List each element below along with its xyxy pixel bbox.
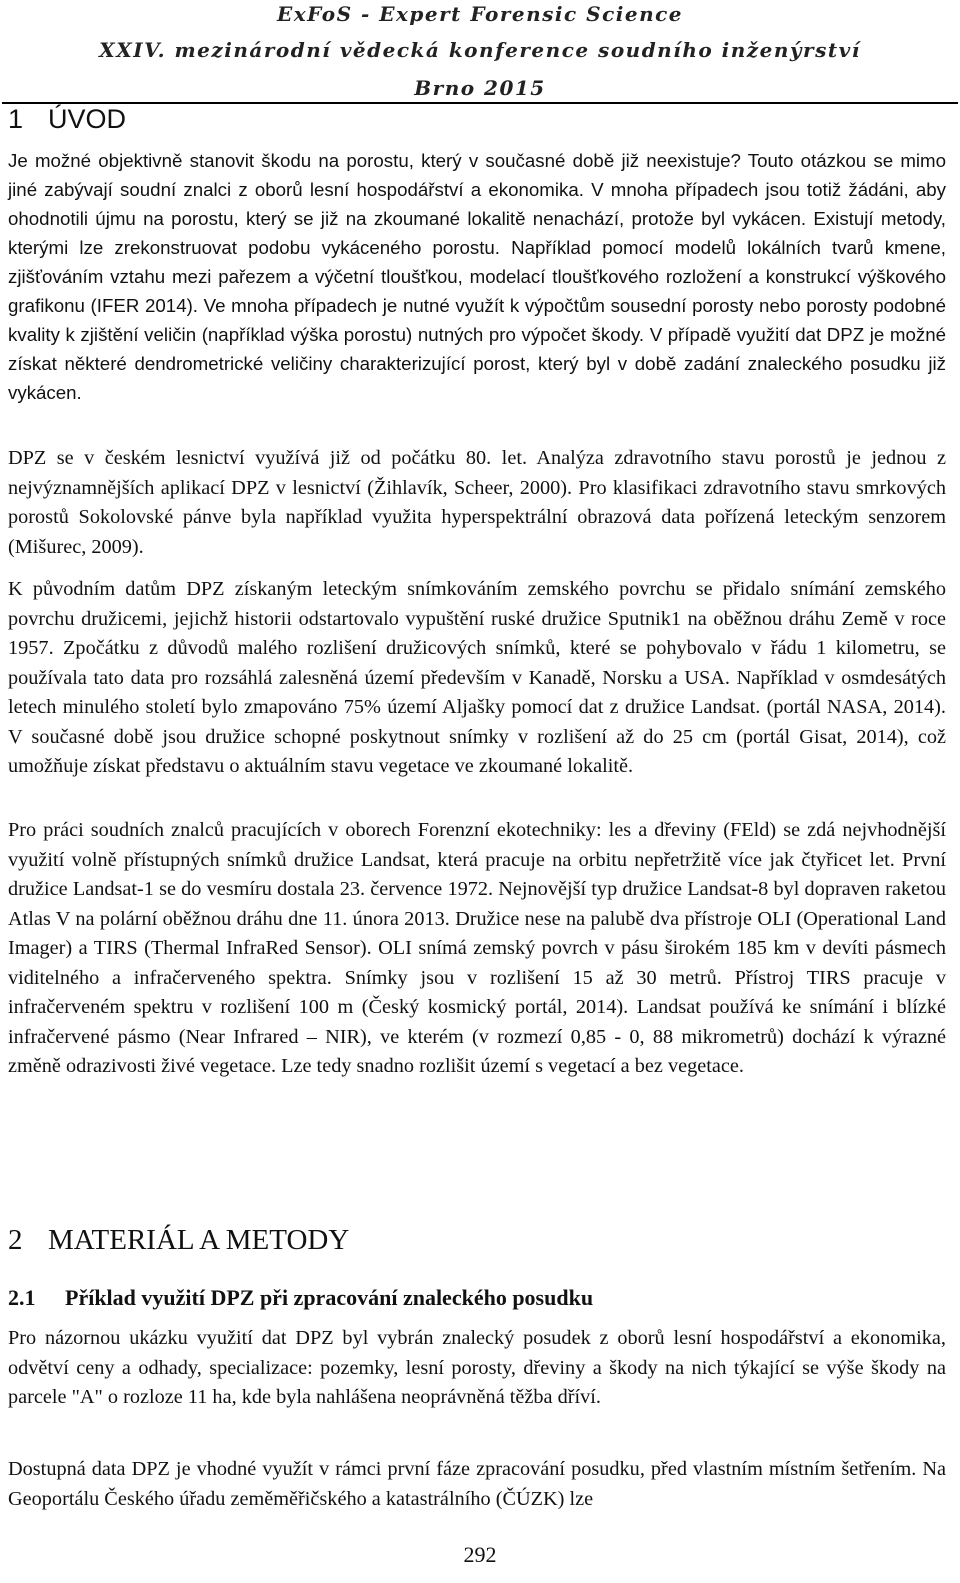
section-2-number: 2 [8, 1224, 23, 1256]
methods-paragraph-1: Pro názornou ukázku využití dat DPZ byl vybrán znalecký posudek z oborů lesní hospodářství a ekonomika, odvětví ceny a odhady, specializace: pozemky, lesní porosty, dřeviny a škody na nich týkající se výše škody na parcele "A" o rozloze 11 ha, kde byla nahlášena neoprávněná těžba dříví. [8, 1327, 946, 1408]
subsection-2-1-heading [8, 1285, 593, 1311]
header-conference-title: XXIV. mezinárodní vědecká konference soudního inženýrství [99, 38, 861, 62]
header-journal-title: ExFoS - Expert Forensic Science [276, 2, 684, 26]
section-1-heading [8, 104, 126, 135]
intro-paragraph-4: Pro práci soudních znalců pracujících v oborech Forenzní ekotechniky: les a dřeviny (FEld) se zdá nejvhodnější využití volně přístupných snímků družice Landsat, která pracuje na orbitu nepřetržitě více jak čtyřicet let. První družice Landsat-1 se do vesmíru dostala 23. července 1972. Nejnovější typ družice Landsat-8 byl dopraven raketou Atlas V na polární oběžnou dráhu dne 11. února 2013. Družice nese na palubě dva přístroje OLI (Operational Land Imager) a TIRS (Thermal InfraRed Sensor). OLI snímá zemský povrch v pásu širokém 185 km v devíti pásmech viditelného a infračerveného spektra. Snímky jsou v rozlišení 15 až 30 metrů. Přístroj TIRS pracuje v infračerveném spektru v rozlišení 100 m (Český kosmický portál, 2014). Landsat používá ke snímání i blízké infračervené pásmo (Near Infrared – NIR), ve kterém (v rozmezí 0,85 - 0, 88 mikrometrů) dochází k výrazné změně odrazivosti živé vegetace. Lze tedy snadno rozlišit území s vegetací a bez vegetace. [8, 819, 946, 1077]
header-location-year: Brno 2015 [414, 76, 546, 100]
page-number: 292 [463, 1542, 497, 1567]
section-1-number: 1 [8, 104, 24, 134]
intro-paragraph-2: DPZ se v českém lesnictví využívá již od počátku 80. let. Analýza zdravotního stavu porostů je jednou z nejvýznamnějších aplikací DPZ v lesnictví (Žihlavík, Scheer, 2000). Pro klasifikaci zdravotního stavu smrkových porostů Sokolovské pánve byla například využita hyperspektrální obrazová data pořízená leteckým senzorem (Mišurec, 2009). [8, 447, 946, 558]
section-2-title: MATERIÁL A METODY [48, 1224, 350, 1256]
intro-paragraph-3: K původním datům DPZ získaným leteckým snímkováním zemského povrchu se přidalo snímání zemského povrchu družicemi, jejichž historii odstartovalo vypuštění ruské družice Sputnik1 na oběžnou dráhu Země v roce 1957. Zpočátku z důvodů malého rozlišení družicových snímků, které se pohybovalo v řádu 1 kilometru, se používala tato data pro rozsáhlá zalesněná území především v Kanadě, Norsku a USA. Například v osmdesátých letech minulého století bylo zmapováno 75% území Aljašky pomocí dat z družice Landsat. (portál NASA, 2014). V současné době jsou družice schopné poskytnout snímky v rozlišení až do 25 cm (portál Gisat, 2014), což umožňuje získat představu o aktuálním stavu vegetace ve zkoumané lokalitě. [8, 578, 946, 777]
methods-paragraph-2: Dostupná data DPZ je vhodné využít v rámci první fáze zpracování posudku, před vlastním místním šetřením. Na Geoportálu Českého úřadu zeměměřičského a katastrálního (ČÚZK) lze [8, 1458, 946, 1510]
subsection-2-1-title: Příklad využití DPZ při zpracování znaleckého posudku [65, 1285, 594, 1310]
section-2-heading [8, 1224, 349, 1257]
header-rule [2, 102, 958, 104]
section-1-title: ÚVOD [48, 104, 127, 134]
intro-paragraph-1: Je možné objektivně stanovit škodu na porostu, který v současné době již neexistuje? Touto otázkou se mimo jiné zabývají soudní znalci z oborů lesní hospodářství a ekonomika. V mnoha případech jsou totiž žádáni, aby ohodnotili újmu na porostu, který se již na zkoumané lokalitě nenachází, protože byl vykácen. Existují metody, kterými lze zrekonstruovat podobu vykáceného porostu. Například pomocí modelů lokálních tvarů kmene, zjišťováním vztahu mezi pařezem a výčetní tloušťkou, modelací tloušťkového rozložení a konstrukcí výškového grafikonu (IFER 2014). Ve mnoha případech je nutné využít k výpočtům sousední porosty nebo porosty podobné kvality k zjištění veličin (například výška porostu) nutných pro výpočet škody. V případě využití dat DPZ je možné získat některé dendrometrické veličiny charakterizující porost, který byl v době zadání znaleckého posudku již vykácen. [8, 150, 946, 403]
subsection-2-1-number: 2.1 [8, 1285, 36, 1310]
